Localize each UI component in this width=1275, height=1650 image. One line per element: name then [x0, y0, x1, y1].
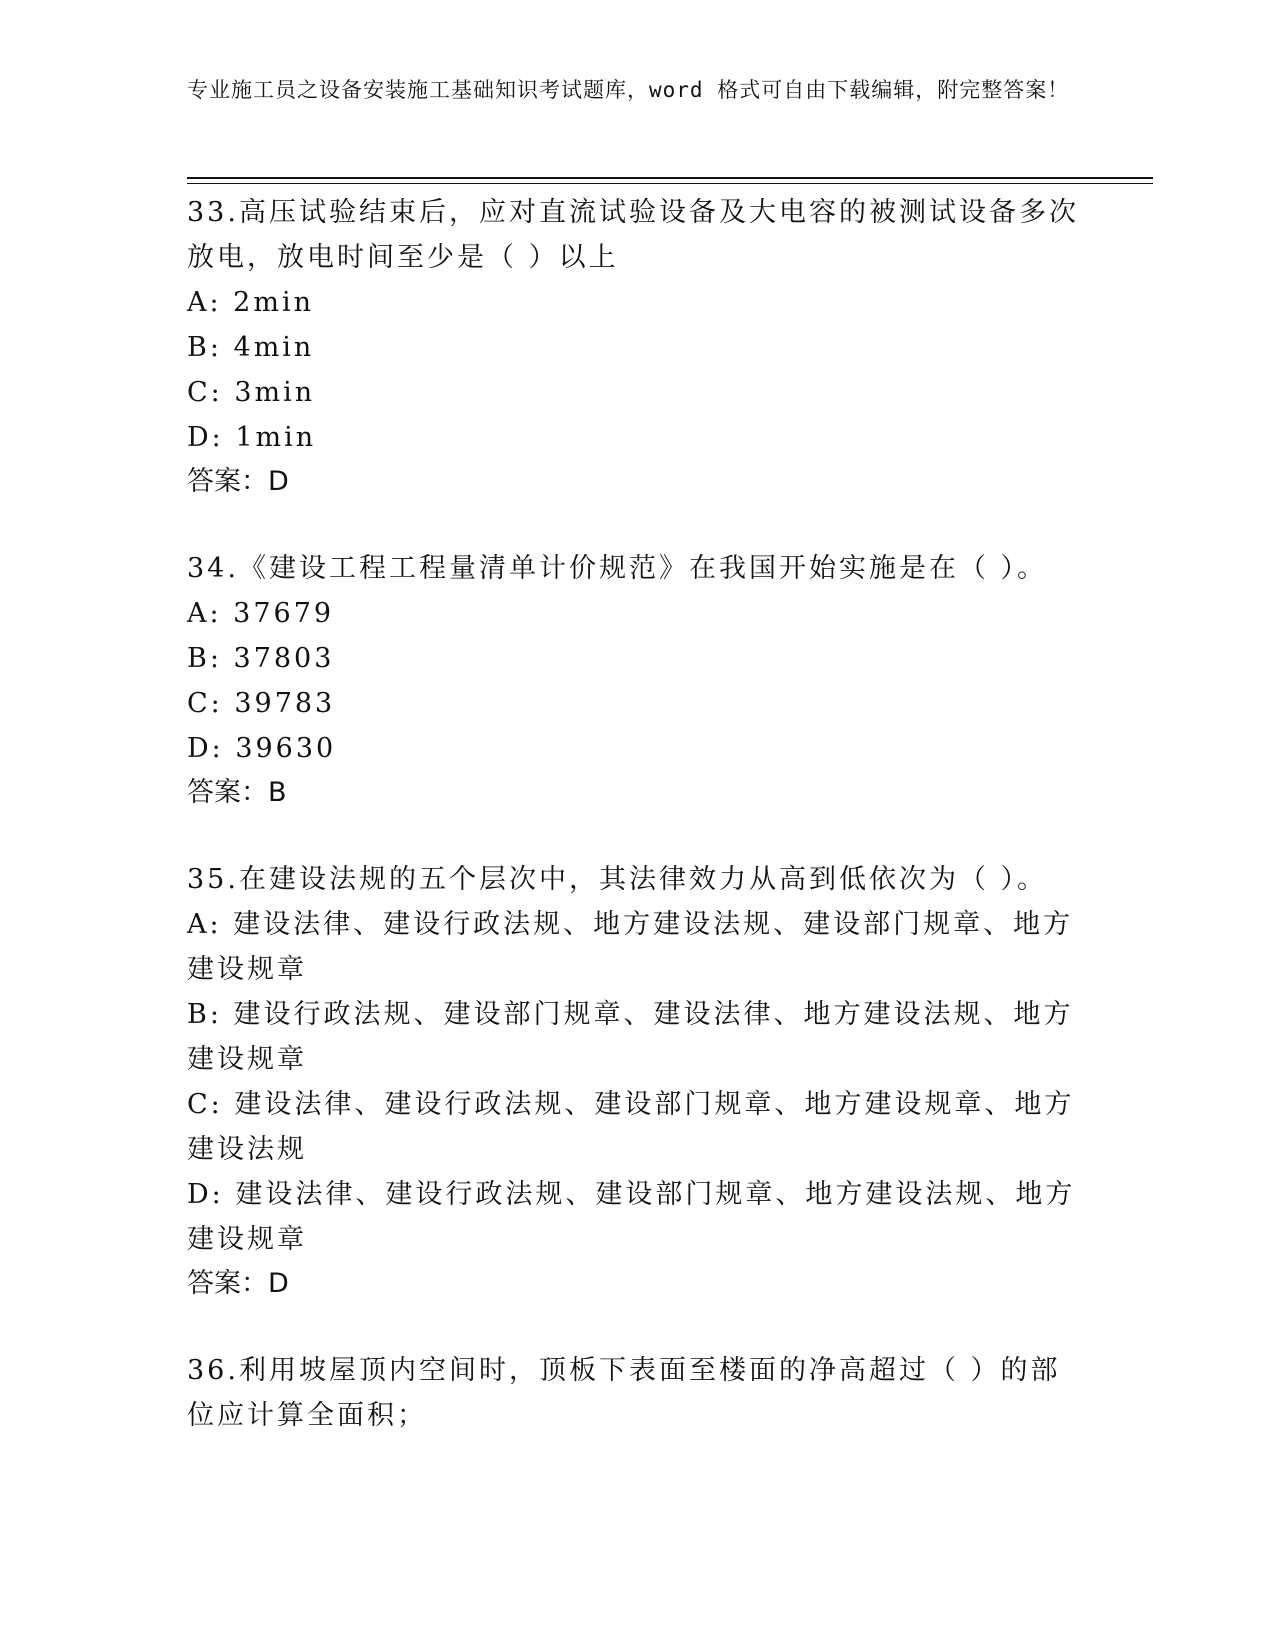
option-a: A: 2min: [187, 287, 314, 318]
option-a: A: 37679: [187, 598, 335, 629]
option-a: A: 建设法律、建设行政法规、地方建设法规、建设部门规章、地方建设规章: [187, 909, 1074, 985]
option-d: D: 39630: [187, 733, 337, 764]
question-35: [187, 857, 1087, 1306]
question-stem: 33.高压试验结束后，应对直流试验设备及大电容的被测试设备多次放电，放电时间至少是（ ）以上: [187, 197, 1079, 273]
question-stem: 34.《建设工程工程量清单计价规范》在我国开始实施是在（ ）。: [187, 553, 1048, 584]
option-b: B: 建设行政法规、建设部门规章、建设法律、地方建设法规、地方建设规章: [187, 999, 1074, 1075]
question-stem: 35.在建设法规的五个层次中，其法律效力从高到低依次为（ ）。: [187, 864, 1048, 895]
header-divider-thick: [187, 177, 1153, 179]
answer-text: 答案：D: [187, 466, 289, 497]
option-d: D: 1min: [187, 422, 317, 453]
question-33: [187, 190, 1087, 504]
document-header: 专业施工员之设备安装施工基础知识考试题库，word 格式可自由下载编辑，附完整答案！: [187, 78, 1070, 102]
question-34: [187, 546, 1087, 815]
option-c: C: 3min: [187, 377, 316, 408]
question-36: [187, 1348, 1087, 1438]
option-c: C: 建设法律、建设行政法规、建设部门规章、地方建设规章、地方建设法规: [187, 1089, 1075, 1165]
option-b: B: 4min: [187, 332, 315, 363]
option-d: D: 建设法律、建设行政法规、建设部门规章、地方建设法规、地方建设规章: [187, 1179, 1076, 1255]
option-c: C: 39783: [187, 688, 336, 719]
question-stem: 36.利用坡屋顶内空间时，顶板下表面至楼面的净高超过（ ）的部位应计算全面积；: [187, 1355, 1061, 1431]
option-b: B: 37803: [187, 643, 335, 674]
answer-text: 答案：B: [187, 777, 287, 808]
question-list: [187, 190, 1087, 1480]
header-divider-thin: [187, 183, 1153, 184]
answer-text: 答案：D: [187, 1268, 289, 1299]
